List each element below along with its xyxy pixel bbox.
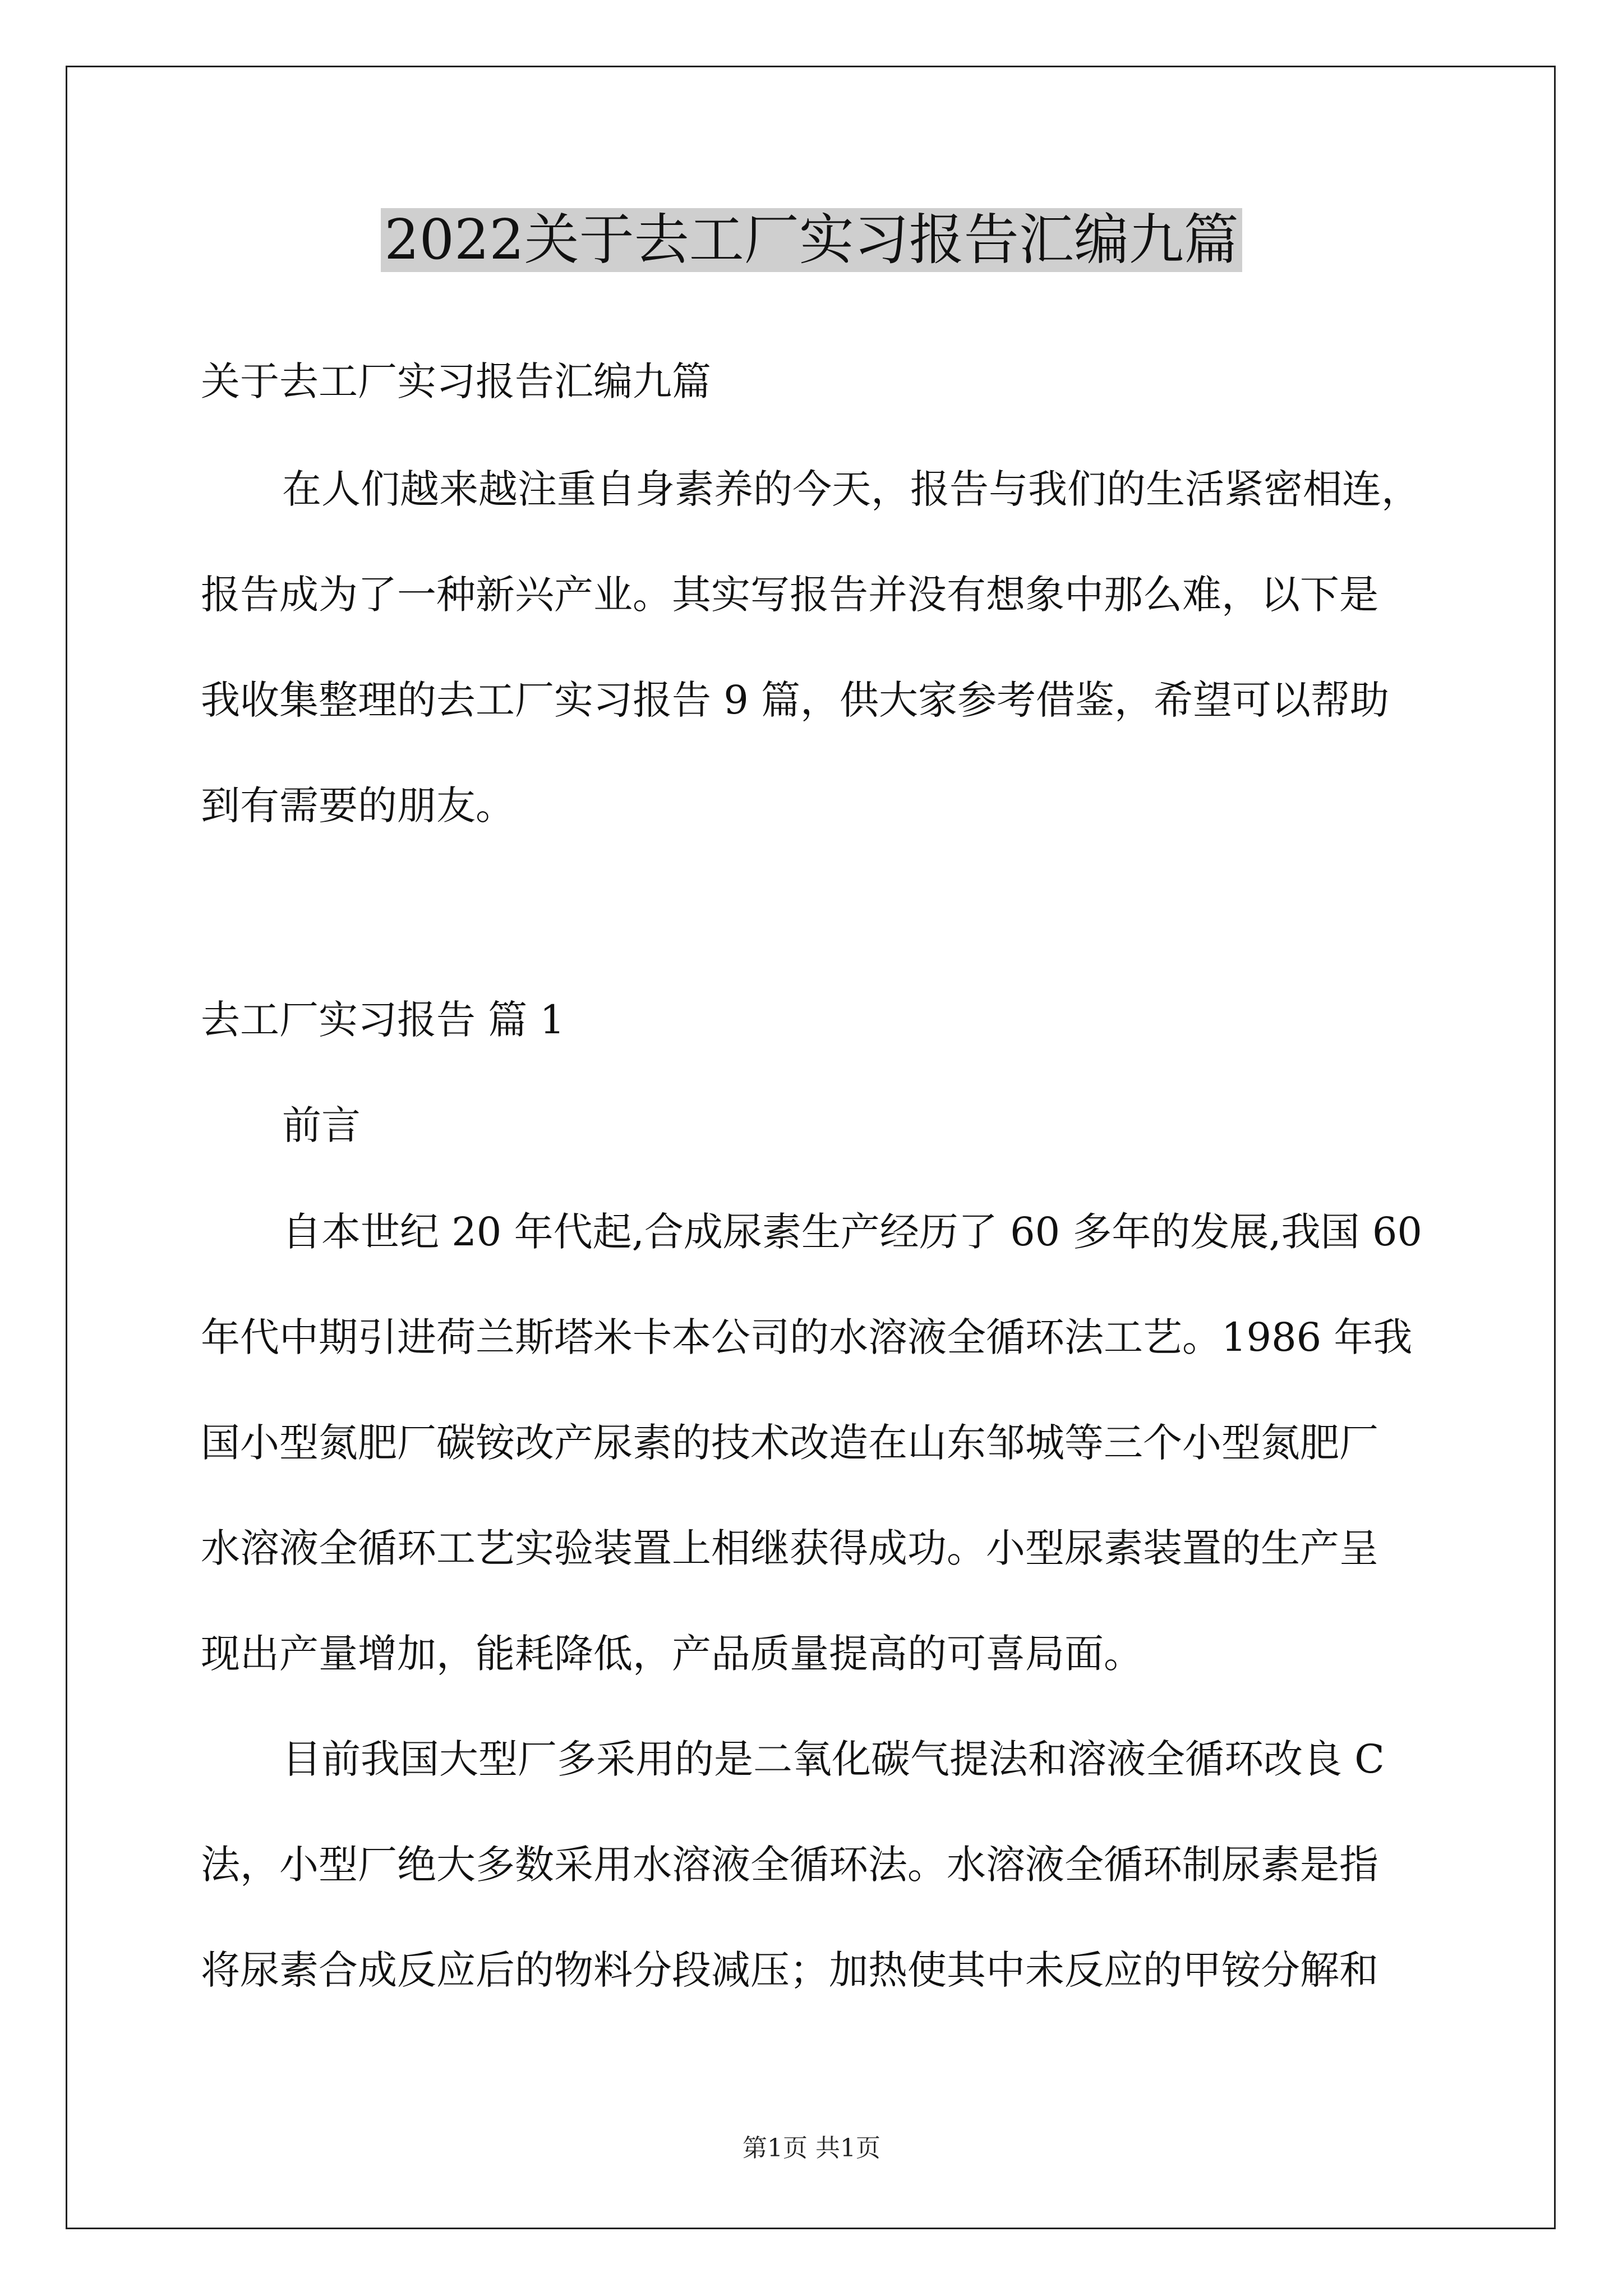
paragraph-line: 将尿素合成反应后的物料分段减压；加热使其中未反应的甲铵分解和 — [201, 1947, 1378, 1993]
page-footer: 第1页 共1页 — [743, 2134, 880, 2162]
paragraph-line: 年代中期引进荷兰斯塔米卡本公司的水溶液全循环法工艺。1986 年我 — [201, 1314, 1413, 1360]
document-title — [0, 201, 1623, 279]
paragraph-line: 国小型氮肥厂碳铵改产尿素的技术改造在山东邹城等三个小型氮肥厂 — [201, 1420, 1378, 1466]
paragraph-line: 目前我国大型厂多采用的是二氧化碳气提法和溶液全循环改良 C — [282, 1736, 1385, 1782]
paragraph-line: 水溶液全循环工艺实验装置上相继获得成功。小型尿素装置的生产呈 — [201, 1525, 1378, 1571]
intro-line: 报告成为了一种新兴产业。其实写报告并没有想象中那么难，以下是 — [201, 572, 1378, 618]
paragraph-line: 法，小型厂绝大多数采用水溶液全循环法。水溶液全循环制尿素是指 — [201, 1842, 1378, 1888]
section-heading: 去工厂实习报告 篇 1 — [201, 997, 565, 1043]
preface-heading: 前言 — [282, 1102, 361, 1148]
paragraph-line: 自本世纪 20 年代起,合成尿素生产经历了 60 多年的发展,我国 60 — [282, 1209, 1422, 1255]
paragraph-line: 现出产量增加，能耗降低，产品质量提高的可喜局面。 — [201, 1631, 1143, 1677]
intro-line: 在人们越来越注重自身素养的今天，报告与我们的生活紧密相连， — [282, 466, 1421, 512]
document-subtitle: 关于去工厂实习报告汇编九篇 — [201, 358, 711, 404]
intro-line: 我收集整理的去工厂实习报告 9 篇，供大家参考借鉴，希望可以帮助 — [201, 677, 1390, 723]
intro-line: 到有需要的朋友。 — [201, 783, 515, 829]
document-title-text: 2022关于去工厂实习报告汇编九篇 — [381, 208, 1242, 272]
